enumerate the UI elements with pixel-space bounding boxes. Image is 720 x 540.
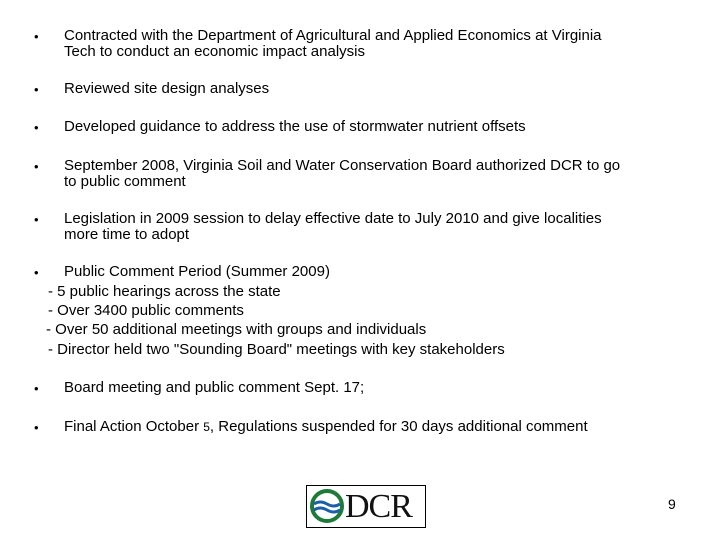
- bullet-text: Board meeting and public comment Sept. 17;: [64, 379, 365, 396]
- bullet-marker: •: [34, 120, 39, 135]
- bullet-text-part: Final Action October: [64, 418, 204, 435]
- dcr-logo: [306, 485, 426, 528]
- bullet-marker: •: [34, 29, 39, 44]
- bullet-text: Contracted with the Department of Agricultural and Applied Economics at Virginia Tech to conduct an economic impact analysis: [64, 27, 602, 60]
- sub-item: - Over 50 additional meetings with groups and individuals: [46, 321, 427, 338]
- logo-text: DCR: [345, 488, 412, 525]
- bullet-text: [64, 419, 684, 435]
- bullet-marker: •: [34, 265, 39, 280]
- bullet-marker: •: [34, 159, 39, 174]
- sub-item: - Director held two "Sounding Board" meetings with key stakeholders: [48, 341, 505, 358]
- bullet-text: Reviewed site design analyses: [64, 80, 270, 97]
- page-number: 9: [668, 496, 676, 512]
- bullet-text: Developed guidance to address the use of stormwater nutrient offsets: [64, 118, 526, 135]
- bullet-marker: •: [34, 381, 39, 396]
- bullet-text: Legislation in 2009 session to delay effective date to July 2010 and give localities more time to adopt: [64, 210, 602, 243]
- bullet-marker: •: [34, 82, 39, 97]
- bullet-text-part: , Regulations suspended for 30 days additional comment: [209, 418, 588, 435]
- bullet-marker: •: [34, 420, 39, 435]
- bullet-marker: •: [34, 212, 39, 227]
- bullet-text: Public Comment Period (Summer 2009): [64, 263, 330, 280]
- sub-item: - Over 3400 public comments: [48, 302, 244, 319]
- bullet-text-part: 5: [203, 420, 210, 434]
- dcr-emblem-icon: [307, 486, 347, 526]
- bullet-text: September 2008, Virginia Soil and Water Conservation Board authorized DCR to go to public comment: [64, 157, 621, 190]
- sub-item: - 5 public hearings across the state: [48, 283, 281, 300]
